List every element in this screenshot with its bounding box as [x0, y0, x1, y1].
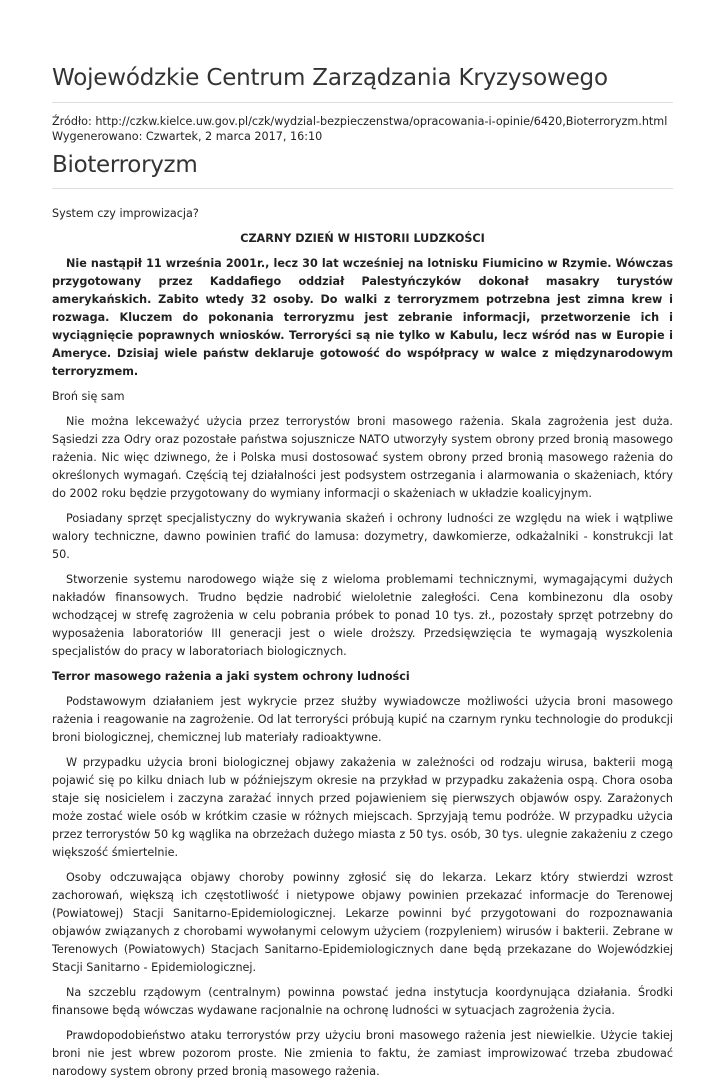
generated-line: Wygenerowano: Czwartek, 2 marca 2017, 16:10	[52, 130, 323, 143]
section-heading-1: Broń się sam	[52, 390, 125, 403]
paragraph-5: W przypadku użycia broni biologicznej objawy zakażenia w zależności od rodzaju wirusa, bakterii mogą pojawić się po kilku dniach lub w późniejszym okresie na przykład w przypadku zakażenia ospą. Chora osoba staje się nosicielem i zaczyna zarażać innych przed pojawieniem się pierwszych objawów ospy. Zarażonych może zostać wiele osób w krótkim czasie w różnych miejscach. Sprzyjają temu podróże. W przypadku użycia przez terrorystów 50 kg wąglika na obrzeżach dużego miasta z 50 tys. osób, 30 tys. ulegnie zakażeniu z czego większość śmiertelnie.	[52, 756, 673, 859]
paragraph-1: Nie można lekceważyć użycia przez terrorystów broni masowego rażenia. Skala zagrożenia jest duża. Sąsiedzi zza Odry oraz pozostałe państwa sojusznicze NATO utworzyły system obrony przed bronią masowego rażenia. Nic więc dziwnego, że i Polska musi dostosować system obrony przed bronią masowego rażenia do określonych wymagań. Częścią tej działalności jest podsystem ostrzegania i alarmowania o skażeniach, który do 2002 roku będzie przygotowany do wymiany informacji o skażeniach w układzie koalicyjnym.	[52, 415, 673, 500]
lead-paragraph: Nie nastąpił 11 września 2001r., lecz 30 lat wcześniej na lotnisku Fiumicino w Rzymie. Wówczas przygotowany przez Kaddafiego oddział Palestyńczyków dokonał masakry turystów amerykańskich. Zabito wtedy 32 osoby. Do walki z terroryzmem potrzebna jest zimna krew i rozwaga. Kluczem do pokonania terroryzmu jest zebranie informacji, przetworzenie ich i wyciągnięcie poprawnych wniosków. Terroryści są nie tylko w Kabulu, lecz wśród nas w Europie i Ameryce. Dzisiaj wiele państw deklaruje gotowość do współpracy w walce z międzynarodowym terroryzmem.	[52, 257, 673, 378]
center-heading: CZARNY DZIEŃ W HISTORII LUDZKOŚCI	[240, 232, 485, 245]
source-line: Źródło: http://czkw.kielce.uw.gov.pl/czk/wydzial-bezpieczenstwa/opracowania-i-opinie/6420,Bioterroryzm.html	[52, 115, 668, 128]
paragraph-2: Posiadany sprzęt specjalistyczny do wykrywania skażeń i ochrony ludności ze względu na wiek i wątpliwe walory techniczne, dawno powinien trafić do lamusa: dozymetry, dawkomierze, odkażalniki - konstrukcji lat 50.	[52, 512, 673, 561]
article-body	[52, 205, 673, 1081]
document-meta	[52, 114, 673, 144]
header-divider	[52, 102, 673, 103]
paragraph-6: Osoby odczuwająca objawy choroby powinny zgłosić się do lekarza. Lekarz który stwierdzi wzrost zachorowań, większą ich częstotliwość i nietypowe objawy powinien przekazać informacje do Terenowej (Powiatowej) Stacji Sanitarno-Epidemiologicznej. Lekarze powinni być przygotowani do rozpoznawania objawów związanych z chorobami wywołanymi celowym użyciem (rozpyleniem) wirusów i bakterii. Zebrane w Terenowych (Powiatowych) Stacjach Sanitarno-Epidemiologicznych dane będą przekazane do Wojewódzkiej Stacji Sanitarno - Epidemiologicznej.	[52, 871, 673, 974]
site-title: Wojewódzkie Centrum Zarządzania Kryzysowego	[52, 65, 608, 91]
article-subtitle: System czy improwizacja?	[52, 207, 199, 220]
paragraph-8: Prawdopodobieństwo ataku terrorystów przy użyciu broni masowego rażenia jest niewielkie. Użycie takiej broni nie jest wbrew pozorom proste. Nie zmienia to faktu, że zamiast improwizować trzeba zbudować narodowy system obrony przed bronią masowego rażenia.	[52, 1029, 673, 1078]
article-title: Bioterroryzm	[52, 152, 198, 178]
paragraph-3: Stworzenie systemu narodowego wiąże się z wieloma problemami technicznymi, wymagającymi dużych nakładów finansowych. Trudno będzie nadrobić wieloletnie zaległości. Cena kombinezonu dla osoby wchodzącej w strefę zagrożenia w celu pobrania próbek to ponad 10 tys. zł., pozostały sprzęt potrzebny do wyposażenia laboratoriów III generacji jest o wiele droższy. Przedsięwzięcia te wymagają wyszkolenia specjalistów do pracy w laboratoriach biologicznych.	[52, 573, 673, 658]
paragraph-4: Podstawowym działaniem jest wykrycie przez służby wywiadowcze możliwości użycia broni masowego rażenia i reagowanie na zagrożenie. Od lat terroryści próbują kupić na czarnym rynku technologie do produkcji broni biologicznej, chemicznej lub materiały radioaktywne.	[52, 695, 673, 744]
section-heading-2: Terror masowego rażenia a jaki system ochrony ludności	[52, 670, 410, 683]
paragraph-7: Na szczeblu rządowym (centralnym) powinna powstać jedna instytucja koordynująca działania. Środki finansowe będą wówczas wydawane racjonalnie na ochronę ludności w sytuacjach zagrożenia życia.	[52, 986, 673, 1017]
title-divider	[52, 188, 673, 189]
